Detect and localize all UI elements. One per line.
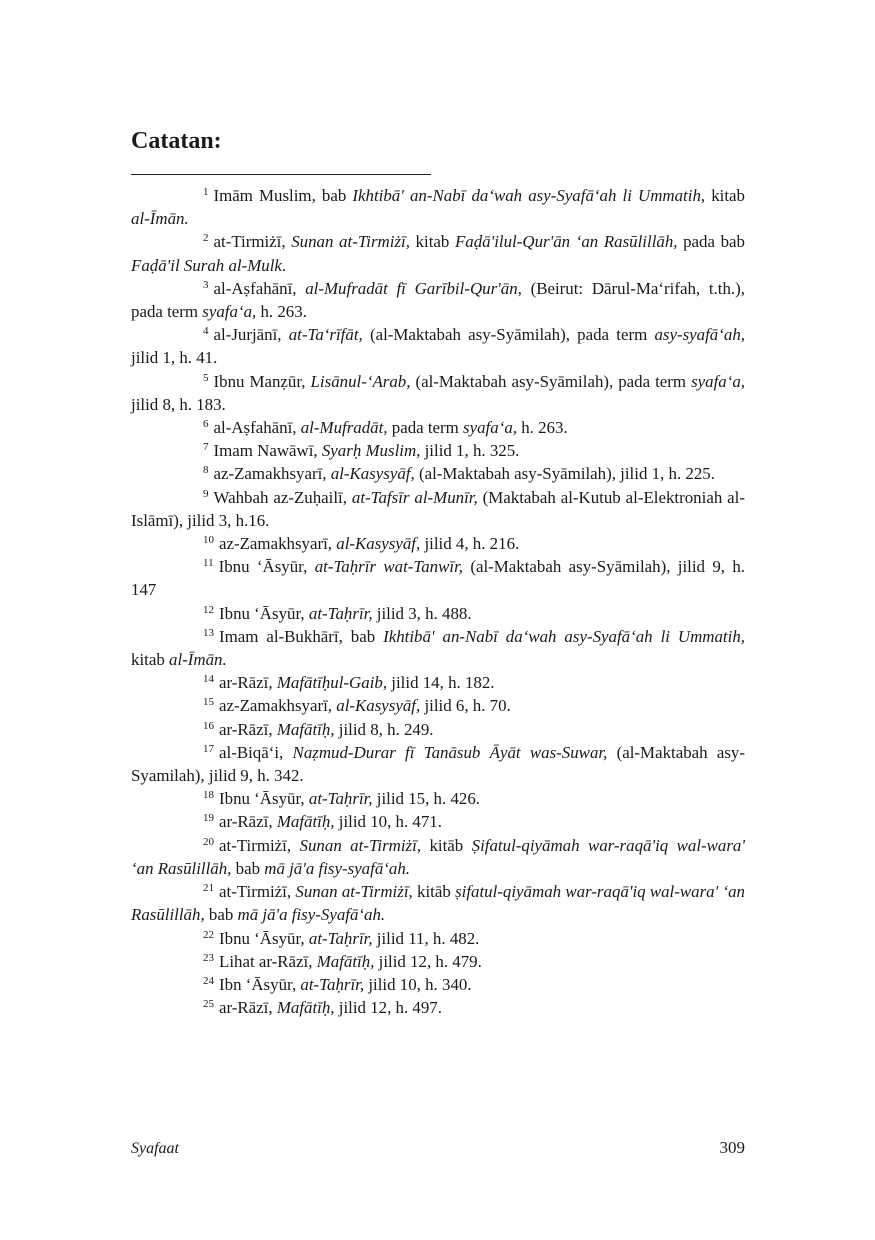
endnote-number: 12 (203, 603, 214, 616)
endnote-title-italic: at-Taḥrīr, (300, 974, 365, 994)
endnote-text: ar-Rāzī, (219, 812, 277, 832)
endnote-text: Lihat ar-Rāzī, (219, 951, 317, 971)
endnote-text: ar-Rāzī, (219, 998, 277, 1018)
endnote-13 (131, 625, 745, 671)
endnote-number: 6 (203, 418, 209, 431)
endnote-title-italic: Mafātīḥ, (276, 719, 335, 739)
endnote-10 (131, 532, 745, 555)
endnote-title-italic: Sunan at-Tirmiżī, (291, 232, 410, 252)
page-number: 309 (719, 1138, 745, 1157)
endnote-title-italic: at-Taḥrīr, (308, 928, 373, 948)
endnote-title-italic: al-Īmān. (131, 209, 189, 229)
endnote-6 (131, 416, 745, 439)
endnote-text: bab (204, 905, 238, 925)
endnote-title-italic: al-Mufradāt fī Garībil-Qur'ān, (305, 278, 522, 298)
endnote-19 (131, 810, 745, 833)
endnote-text: Ibnu ‘Āsyūr, (218, 557, 315, 577)
endnote-number: 21 (203, 882, 214, 895)
endnote-text: pada bab (677, 232, 746, 252)
endnote-title-italic: al-Mufradāt, (300, 418, 388, 438)
endnote-title-italic: Lisānul-‘Arab, (310, 371, 411, 391)
endnote-text: jilid 4, h. 216. (420, 534, 520, 554)
endnote-title-italic: Naẓmud-Durar fī Tanāsub Āyāt was-Suwar, (292, 742, 608, 762)
endnote-text: kitab (131, 650, 169, 670)
endnote-text: (Beirut: Dārul-Ma‘rifah, t.th.), pada term (131, 278, 745, 322)
endnote-title-italic: mā jā'a fisy-Syafā‘ah. (237, 905, 386, 925)
endnote-text: kitab (409, 232, 455, 252)
endnote-text: Imam al-Bukhārī, bab (219, 626, 384, 646)
endnote-24 (131, 973, 745, 996)
endnote-text: bab (231, 858, 265, 878)
endnote-number: 24 (203, 974, 214, 987)
endnote-text: Imām Muslim, bab (213, 186, 353, 205)
endnote-title-italic: Ikhtibā' an-Nabī da‘wah asy-Syafā‘ah li Ummatih, (352, 186, 706, 205)
endnote-text: az-Zamakhsyarī, (219, 696, 337, 716)
endnote-number: 3 (203, 278, 209, 291)
endnote-text: Ibn ‘Āsyūr, (219, 974, 301, 994)
endnote-8 (131, 462, 745, 485)
endnote-21 (131, 880, 745, 926)
endnote-title-italic: Sunan at-Tirmiżī, (295, 882, 413, 902)
endnote-title-italic: at-Taḥrīr, (308, 603, 373, 623)
endnote-text: jilid 12, h. 497. (334, 998, 442, 1018)
endnote-title-italic: Mafātīḥ, (276, 998, 335, 1018)
endnote-22 (131, 927, 745, 950)
endnote-title-italic: al-Kasysyāf, (336, 696, 421, 716)
endnote-number: 16 (203, 719, 214, 732)
endnote-text: jilid 6, h. 70. (420, 696, 511, 716)
endnote-text: Ibnu ‘Āsyūr, (219, 603, 309, 623)
endnote-text: jilid 8, h. 249. (334, 719, 434, 739)
endnote-title-italic: mā jā'a fisy-syafā‘ah. (264, 858, 411, 878)
endnote-title-italic: al-Īmān. (169, 650, 227, 670)
endnote-text: . (281, 255, 287, 275)
endnote-text: jilid 10, h. 471. (334, 812, 442, 832)
running-footer-title: Syafaat (131, 1140, 179, 1157)
endnote-5 (131, 370, 745, 416)
endnote-text: jilid 15, h. 426. (372, 789, 481, 809)
endnote-number: 5 (203, 371, 209, 384)
endnote-title-italic: Mafātīḥ, (316, 951, 375, 971)
endnote-title-italic: syafa‘a, (202, 302, 257, 322)
endnote-text: (Maktabah al-Kutub al-Elektroniah al-Islāmī), jilid 3, h.16. (131, 487, 745, 530)
endnote-text: at-Tirmiżī, (219, 882, 296, 902)
endnote-12 (131, 602, 745, 625)
endnote-20 (131, 834, 745, 880)
endnote-text: jilid 8, h. 183. (131, 394, 226, 414)
endnote-text: (al-Maktabah asy-Syāmilah), pada term (362, 325, 655, 345)
endnote-title-italic: syafa‘a, (691, 371, 746, 391)
endnote-number: 9 (203, 487, 209, 500)
endnote-11 (131, 555, 745, 601)
endnote-2 (131, 230, 745, 276)
endnote-1 (131, 184, 745, 230)
endnote-number: 1 (203, 186, 209, 198)
page-heading: Catatan: (131, 128, 222, 154)
endnote-text: at-Tirmiżī, (213, 232, 292, 252)
endnote-number: 14 (203, 673, 214, 686)
heading-rule (131, 174, 431, 175)
endnote-text: al-Jurjānī, (213, 325, 289, 345)
endnote-25 (131, 996, 745, 1019)
endnote-18 (131, 787, 745, 810)
endnote-title-italic: al-Kasysyāf, (336, 534, 421, 554)
endnote-text: al-Biqā‘i, (219, 742, 293, 762)
endnote-text: jilid 1, h. 325. (420, 441, 520, 461)
endnote-number: 17 (203, 742, 214, 755)
endnote-17 (131, 741, 745, 787)
endnote-7 (131, 439, 745, 462)
endnote-9 (131, 486, 745, 532)
endnote-title-italic: at-Taḥrīr wat-Tanwīr, (314, 557, 463, 577)
endnote-title-italic: ṣifatul-qiyāmah war-raqā'iq wal-wara' ‘an Rasūlillāh, (131, 882, 746, 925)
endnote-title-italic: Mafātīḥ, (276, 812, 335, 832)
endnote-23 (131, 950, 745, 973)
endnote-text: kitāb (412, 882, 456, 902)
endnote-text: al-Aṣfahānī, (213, 418, 301, 438)
endnote-text: az-Zamakhsyarī, (219, 534, 337, 554)
endnote-title-italic: Ikhtibā' an-Nabī da‘wah asy-Syafā‘ah li Ummatih, (383, 626, 745, 646)
endnotes-list (131, 184, 745, 1019)
endnote-text: Wahbah az-Zuḥailī, (213, 487, 352, 507)
endnote-4 (131, 323, 745, 369)
endnote-number: 4 (203, 325, 209, 338)
endnote-title-italic: Faḍā'il Surah al-Mulk (131, 255, 282, 275)
endnote-title-italic: syafa‘a, (463, 418, 517, 438)
endnote-text: (al-Maktabah asy-Syāmilah), jilid 1, h. 225. (414, 464, 715, 484)
endnote-text: ar-Rāzī, (219, 673, 277, 693)
endnote-text: h. 263. (517, 418, 568, 438)
endnote-text: at-Tirmiżī, (219, 835, 300, 855)
endnote-text: h. 263. (256, 302, 307, 322)
endnote-number: 19 (203, 812, 214, 825)
endnote-16 (131, 718, 745, 741)
endnote-title-italic: Mafātīḥul-Gaib, (276, 673, 388, 693)
endnote-text: pada term (387, 418, 464, 438)
endnote-title-italic: at-Tafsīr al-Munīr, (351, 487, 478, 507)
endnote-number: 23 (203, 951, 214, 964)
endnote-number: 11 (203, 557, 214, 570)
endnote-15 (131, 694, 745, 717)
endnote-number: 2 (203, 232, 209, 245)
endnote-text: jilid 11, h. 482. (372, 928, 480, 948)
endnote-number: 25 (203, 998, 214, 1011)
endnote-text: jilid 10, h. 340. (364, 974, 472, 994)
endnote-text: kitāb (421, 835, 472, 855)
endnote-title-italic: Syarḥ Muslim, (321, 441, 421, 461)
endnote-text: Ibnu ‘Āsyūr, (219, 928, 309, 948)
endnote-title-italic: asy-syafā‘ah, (654, 325, 745, 345)
endnote-title-italic: Ṣifatul-qiyāmah war-raqā'iq wal-wara' ‘an Rasūlillāh, (131, 835, 745, 878)
endnote-text: jilid 3, h. 488. (372, 603, 472, 623)
endnote-text: (al-Maktabah asy-Syamilah), jilid 9, h. 342. (131, 742, 746, 786)
endnote-number: 20 (203, 835, 214, 848)
endnote-number: 22 (203, 928, 214, 941)
endnote-number: 8 (203, 464, 209, 477)
endnote-3 (131, 277, 745, 323)
endnote-title-italic: Sunan at-Tirmiżī, (299, 835, 422, 855)
endnote-text: Imam Nawāwī, (213, 441, 322, 461)
endnote-text: (al-Maktabah asy-Syāmilah), jilid 9, h. 147 (131, 557, 745, 600)
endnote-14 (131, 671, 745, 694)
endnote-text: kitab (705, 186, 745, 205)
endnote-title-italic: Faḍā'ilul-Qur'ān ‘an Rasūlillāh, (454, 232, 678, 252)
endnote-title-italic: at-Ta‘rīfāt, (288, 325, 363, 345)
endnote-text: jilid 14, h. 182. (387, 673, 495, 693)
endnote-number: 15 (203, 696, 214, 709)
endnote-title-italic: at-Taḥrīr, (308, 789, 373, 809)
endnote-title-italic: al-Kasysyāf, (330, 464, 415, 484)
endnote-text: Ibnu ‘Āsyūr, (219, 789, 309, 809)
endnote-number: 7 (203, 441, 209, 454)
endnote-text: az-Zamakhsyarī, (213, 464, 331, 484)
endnote-text: jilid 12, h. 479. (374, 951, 482, 971)
endnote-number: 18 (203, 789, 214, 802)
endnote-text: al-Aṣfahānī, (213, 278, 306, 298)
endnote-text: Ibnu Manẓūr, (213, 371, 311, 391)
endnote-text: ar-Rāzī, (219, 719, 277, 739)
endnote-number: 13 (203, 626, 214, 639)
endnote-text: (al-Maktabah asy-Syāmilah), pada term (410, 371, 692, 391)
endnote-text: jilid 1, h. 41. (131, 348, 218, 368)
endnote-number: 10 (203, 534, 214, 547)
